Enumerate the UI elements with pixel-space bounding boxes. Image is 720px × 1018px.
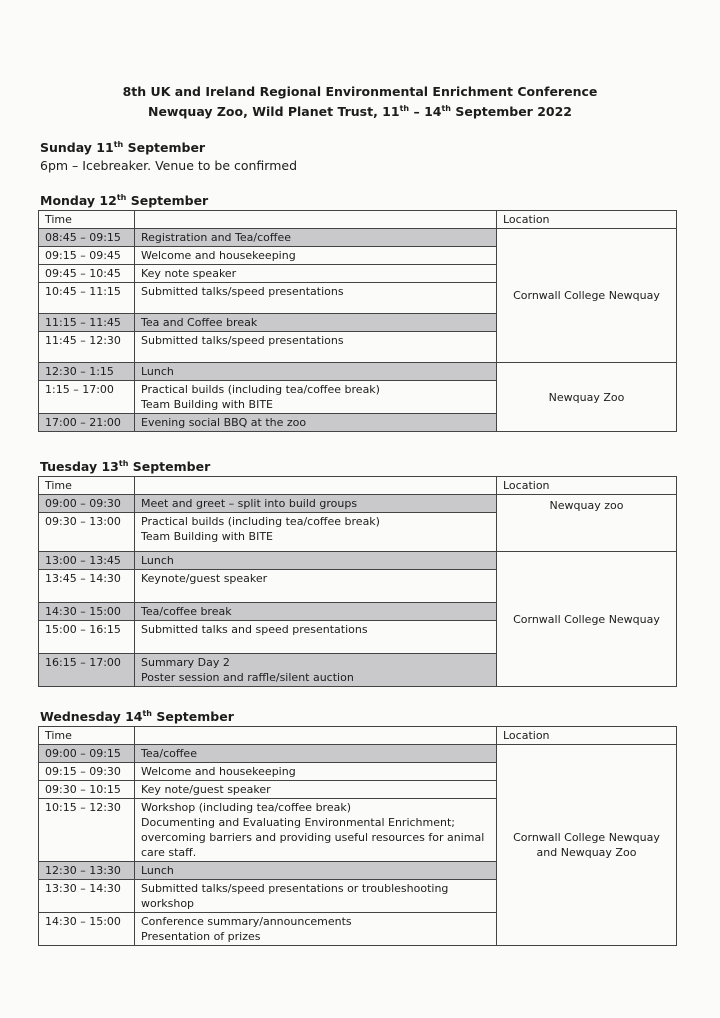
location-header: Location bbox=[497, 727, 677, 745]
table-row: 09:15 – 09:30 Welcome and housekeeping bbox=[39, 763, 677, 781]
location-header: Location bbox=[497, 211, 677, 229]
table-row: 09:45 – 10:45 Key note speaker bbox=[39, 265, 677, 283]
conference-subtitle: Newquay Zoo, Wild Planet Trust, 11th – 14th September 2022 bbox=[147, 104, 572, 120]
location-cell: Cornwall College Newquay bbox=[497, 229, 677, 363]
wednesday-heading: Wednesday 14th September bbox=[40, 709, 234, 725]
time-header: Time bbox=[39, 477, 135, 495]
table-row: 12:30 – 1:15 Lunch Newquay Zoo bbox=[39, 363, 677, 381]
table-row: 11:45 – 12:30 Submitted talks/speed presentations bbox=[39, 332, 677, 363]
table-row: 15:00 – 16:15 Submitted talks and speed presentations bbox=[39, 621, 677, 654]
table-row: 17:00 – 21:00 Evening social BBQ at the zoo bbox=[39, 414, 677, 432]
table-row: 09:00 – 09:15 Tea/coffee Cornwall College Newquay and Newquay Zoo bbox=[39, 745, 677, 763]
time-header: Time bbox=[39, 211, 135, 229]
location-cell: Newquay Zoo bbox=[497, 363, 677, 432]
table-row: 14:30 – 15:00 Tea/coffee break bbox=[39, 603, 677, 621]
table-row: 10:45 – 11:15 Submitted talks/speed presentations bbox=[39, 283, 677, 314]
location-cell: Newquay zoo bbox=[497, 495, 677, 552]
location-cell: Cornwall College Newquay and Newquay Zoo bbox=[497, 745, 677, 946]
sunday-heading: Sunday 11th September bbox=[40, 140, 206, 156]
table-row: 09:00 – 09:30 Meet and greet – split into build groups Newquay zoo bbox=[39, 495, 677, 513]
table-row: 09:15 – 09:45 Welcome and housekeeping bbox=[39, 247, 677, 265]
monday-heading: Monday 12th September bbox=[40, 193, 209, 209]
table-row: 1:15 – 17:00 Practical builds (including tea/coffee break) Team Building with BITE bbox=[39, 381, 677, 414]
location-cell: Cornwall College Newquay bbox=[497, 552, 677, 687]
wednesday-schedule-table bbox=[38, 726, 677, 946]
table-row: 13:30 – 14:30 Submitted talks/speed presentations or troubleshooting workshop bbox=[39, 880, 677, 913]
monday-schedule-table bbox=[38, 210, 677, 432]
table-row: 13:45 – 14:30 Keynote/guest speaker bbox=[39, 570, 677, 603]
conference-title: 8th UK and Ireland Regional Environmental Enrichment Conference bbox=[122, 84, 598, 99]
sunday-note: 6pm – Icebreaker. Venue to be confirmed bbox=[40, 158, 298, 173]
tuesday-schedule-table bbox=[38, 476, 677, 687]
table-row: 09:30 – 10:15 Key note/guest speaker bbox=[39, 781, 677, 799]
time-header: Time bbox=[39, 727, 135, 745]
table-row: 12:30 – 13:30 Lunch bbox=[39, 862, 677, 880]
table-row: 09:30 – 13:00 Practical builds (including tea/coffee break) Team Building with BITE bbox=[39, 513, 677, 552]
table-header-row bbox=[39, 477, 677, 495]
table-row: 11:15 – 11:45 Tea and Coffee break bbox=[39, 314, 677, 332]
table-row: 16:15 – 17:00 Summary Day 2 Poster session and raffle/silent auction bbox=[39, 654, 677, 687]
table-row: 10:15 – 12:30 Workshop (including tea/coffee break) Documenting and Evaluating Environmental Enrichment; overcoming barriers and providing useful resources for animal care staff. bbox=[39, 799, 677, 862]
tuesday-heading: Tuesday 13th September bbox=[40, 459, 211, 475]
table-row: 13:00 – 13:45 Lunch Cornwall College Newquay bbox=[39, 552, 677, 570]
table-header-row bbox=[39, 211, 677, 229]
table-row: 08:45 – 09:15 Registration and Tea/coffee Cornwall College Newquay bbox=[39, 229, 677, 247]
table-header-row bbox=[39, 727, 677, 745]
table-row: 14:30 – 15:00 Conference summary/announcements Presentation of prizes bbox=[39, 913, 677, 946]
location-header: Location bbox=[497, 477, 677, 495]
